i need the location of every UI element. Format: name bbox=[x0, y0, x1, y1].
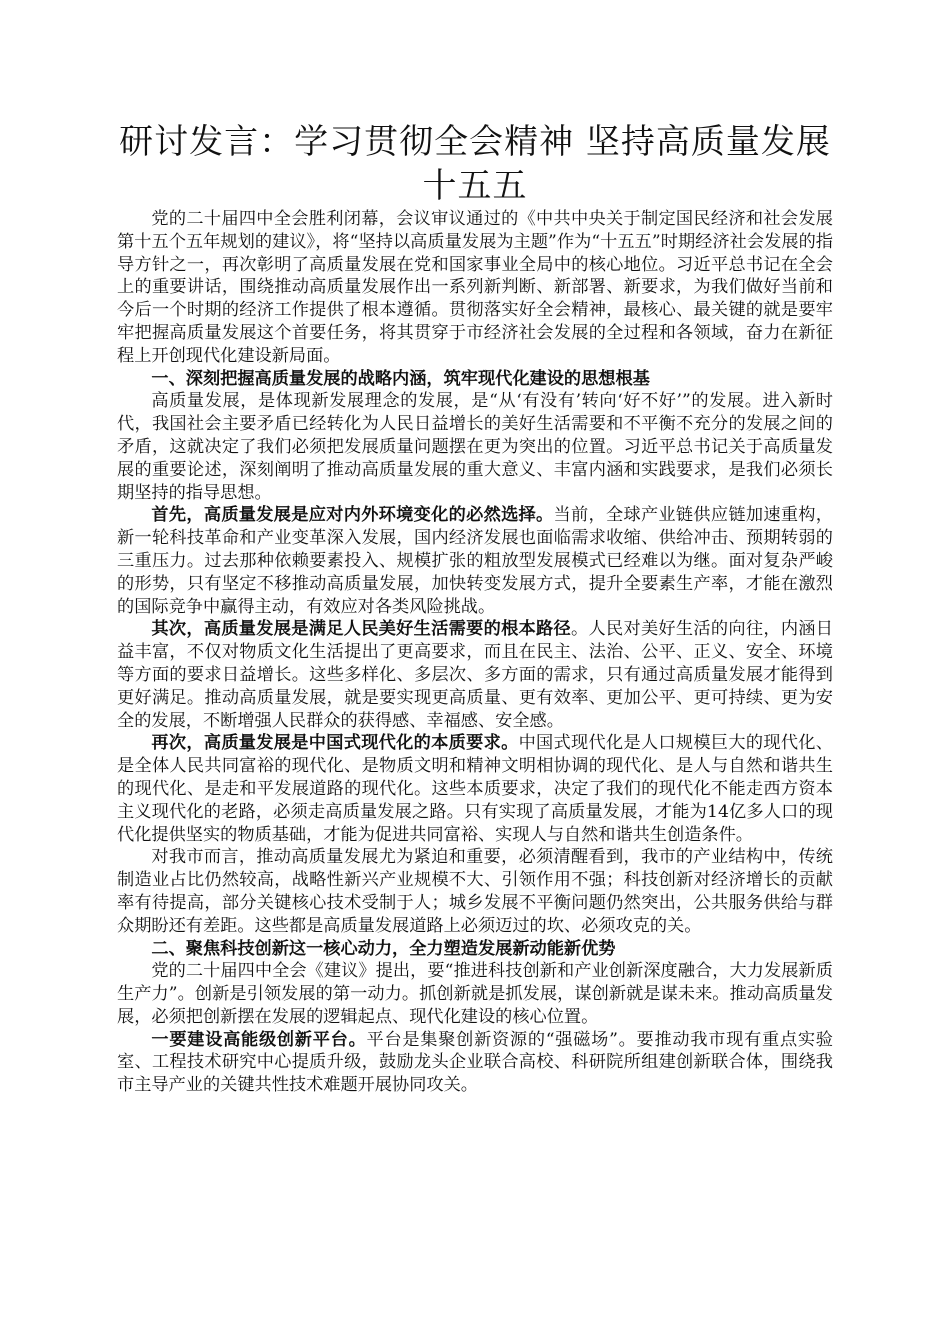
paragraph-body: 当前，全球产业链供应链加速重构，新一轮科技革命和产业变革深入发展，国内经济发展也面临需求收缩、供给冲击、预期转弱的三重压力。过去那种依赖要素投入、规模扩张的粗放型发展模式已经难以为继。面对复杂严峻的形势，只有坚定不移推动高质量发展，加快转变发展方式，提升全要素生产率，才能在激烈的国际竞争中赢得主动，有效应对各类风险挑战。 bbox=[117, 505, 833, 617]
paragraph-lead: 首先，高质量发展是应对内外环境变化的必然选择。 bbox=[151, 505, 554, 526]
section-1-paragraph-2 bbox=[117, 504, 833, 618]
paragraph-lead: 其次，高质量发展是满足人民美好生活需要的根本路径 bbox=[151, 619, 572, 640]
section-1-heading: 一、深刻把握高质量发展的战略内涵，筑牢现代化建设的思想根基 bbox=[151, 368, 650, 389]
document-title: 研讨发言：学习贯彻全会精神 坚持高质量发展十五五 bbox=[119, 122, 831, 206]
section-2-paragraph-1: 党的二十届四中全会《建议》提出，要“推进科技创新和产业创新深度融合，大力发展新质生产力”。创新是引领发展的第一动力。抓创新就是抓发展，谋创新就是谋未来。推动高质量发展，必须把创新摆在发展的逻辑起点、现代化建设的核心位置。 bbox=[117, 961, 833, 1027]
paragraph-lead: 一要建设高能级创新平台。 bbox=[151, 1029, 367, 1050]
section-1-paragraph-4 bbox=[117, 732, 833, 846]
paragraph-body: 。人民对美好生活的向往，内涵日益丰富，不仅对物质文化生活提出了更高要求，而且在民主、法治、公平、正义、安全、环境等方面的要求日益增长。这些多样化、多层次、多方面的需求，只有通过高质量发展才能得到更好满足。推动高质量发展，就是要实现更高质量、更有效率、更加公平、更可持续、更为安全的发展，不断增强人民群众的获得感、幸福感、安全感。 bbox=[117, 619, 833, 731]
section-1-paragraph-1: 高质量发展，是体现新发展理念的发展，是“从‘有没有’转向‘好不好’”的发展。进入新时代，我国社会主要矛盾已经转化为人民日益增长的美好生活需要和不平衡不充分的发展之间的矛盾，这就决定了我们必须把发展质量问题摆在更为突出的位置。习近平总书记关于高质量发展的重要论述，深刻阐明了推动高质量发展的重大意义、丰富内涵和实践要求，是我们必须长期坚持的指导思想。 bbox=[117, 391, 833, 503]
section-2-heading: 二、聚焦科技创新这一核心动力，全力塑造发展新动能新优势 bbox=[151, 938, 616, 959]
intro-paragraph: 党的二十届四中全会胜利闭幕，会议审议通过的《中共中央关于制定国民经济和社会发展第十五个五年规划的建议》，将“坚持以高质量发展为主题”作为“十五五”时期经济社会发展的指导方针之一，再次彰明了高质量发展在党和国家事业全局中的核心地位。习近平总书记在全会上的重要讲话，围绕推动高质量发展作出一系列新判断、新部署、新要求，为我们做好当前和今后一个时期的经济工作提供了根本遵循。贯彻落实好全会精神，最核心、最关键的就是要牢牢把握高质量发展这个首要任务，将其贯穿于市经济社会发展的全过程和各领域，奋力在新征程上开创现代化建设新局面。 bbox=[117, 209, 833, 366]
paragraph-body: 中国式现代化是人口规模巨大的现代化、是全体人民共同富裕的现代化、是物质文明和精神文明相协调的现代化、是人与自然和谐共生的现代化、是走和平发展道路的现代化。这些本质要求，决定了我们的现代化不能走西方资本主义现代化的老路，必须走高质量发展之路。只有实现了高质量发展，才能为14亿多人口的现代化提供坚实的物质基础，才能为促进共同富裕、实现人与自然和谐共生创造条件。 bbox=[117, 733, 833, 845]
section-1-paragraph-3 bbox=[117, 618, 833, 732]
section-2-paragraph-2 bbox=[117, 1029, 833, 1097]
paragraph-body: 平台是集聚创新资源的“强磁场”。要推动我市现有重点实验室、工程技术研究中心提质升级，鼓励龙头企业联合高校、科研院所组建创新联合体，围绕我市主导产业的关键共性技术难题开展协同攻关。 bbox=[117, 1029, 833, 1096]
paragraph-lead: 再次，高质量发展是中国式现代化的本质要求。 bbox=[151, 733, 519, 754]
section-1-paragraph-5: 对我市而言，推动高质量发展尤为紧迫和重要，必须清醒看到，我市的产业结构中，传统制造业占比仍然较高，战略性新兴产业规模不大、引领作用不强；科技创新对经济增长的贡献率有待提高，部分关键核心技术受制于人；城乡发展不平衡问题仍然突出，公共服务供给与群众期盼还有差距。这些都是高质量发展道路上必须迈过的坎、必须攻克的关。 bbox=[117, 847, 833, 936]
document-page bbox=[117, 120, 833, 1097]
